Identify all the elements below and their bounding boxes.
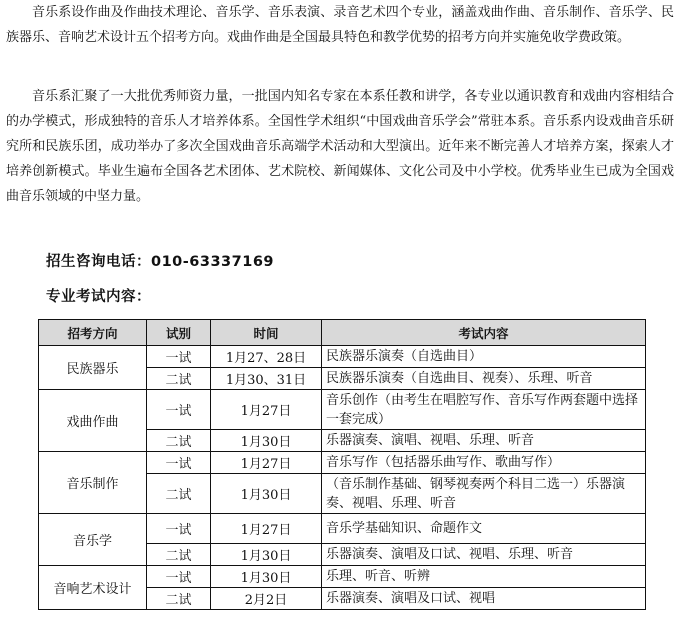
time-cell: 1月30日 [211,430,322,452]
time-cell: 1月27日 [211,390,322,430]
content-cell: 音乐学基础知识、命题作文 [322,514,646,544]
time-cell: 1月30日 [211,474,322,514]
table-row [39,514,646,544]
table-row [39,346,646,368]
round-cell: 二试 [147,544,211,566]
direction-cell: 音乐制作 [39,452,147,514]
content-cell: 音乐创作（由考生在唱腔写作、音乐写作两套题中选择一套完成） [322,390,646,430]
time-cell: 1月30日 [211,566,322,588]
intro-paragraph-1: 音乐系设作曲及作曲技术理论、音乐学、音乐表演、录音艺术四个专业，涵盖戏曲作曲、音乐制作、音乐学、民族器乐、音响艺术设计五个招考方向。戏曲作曲是全国最具特色和教学优势的招考方向并实施免收学费政策。 [6,5,674,45]
content-cell: 民族器乐演奏（自选曲目、视奏）、乐理、听音 [322,368,646,390]
header-round: 试别 [147,320,211,346]
content-cell: 民族器乐演奏（自选曲目） [322,346,646,368]
round-cell: 一试 [147,390,211,430]
header-content: 考试内容 [322,320,646,346]
content-cell: 乐器演奏、演唱及口试、视唱 [322,588,646,610]
round-cell: 二试 [147,430,211,452]
time-cell: 1月30、31日 [211,368,322,390]
time-cell: 1月27日 [211,514,322,544]
table-row [39,452,646,474]
round-cell: 一试 [147,346,211,368]
direction-cell: 民族器乐 [39,346,147,390]
time-cell: 1月27、28日 [211,346,322,368]
direction-cell: 音乐学 [39,514,147,566]
time-cell: 1月30日 [211,544,322,566]
content-cell: 乐器演奏、演唱、视唱、乐理、听音 [322,430,646,452]
round-cell: 一试 [147,566,211,588]
header-time: 时间 [211,320,322,346]
content-cell: 音乐写作（包括器乐曲写作、歌曲写作） [322,452,646,474]
direction-cell: 音响艺术设计 [39,566,147,610]
content-cell: 乐器演奏、演唱及口试、视唱、乐理、听音 [322,544,646,566]
round-cell: 二试 [147,474,211,514]
round-cell: 二试 [147,368,211,390]
intro-paragraph-2: 音乐系汇聚了一大批优秀师资力量，一批国内知名专家在本系任教和讲学，各专业以通识教育和戏曲内容相结合的办学模式，形成独特的音乐人才培养体系。全国性学术组织“中国戏曲音乐学会”常驻本系。音乐系内设戏曲音乐研究所和民族乐团，成功举办了多次全国戏曲音乐高端学术活动和大型演出。近年来不断完善人才培养方案，探索人才培养创新模式。毕业生遍布全国各艺术团体、艺术院校、新闻媒体、文化公司及中小学校。优秀毕业生已成为全国戏曲音乐领域的中坚力量。 [6,89,674,204]
table-row [39,566,646,588]
time-cell: 1月27日 [211,452,322,474]
header-direction: 招考方向 [39,320,147,346]
round-cell: 一试 [147,452,211,474]
round-cell: 二试 [147,588,211,610]
content-cell: （音乐制作基础、钢琴视奏两个科目二选一）乐器演奏、视唱、乐理、听音 [322,474,646,514]
direction-cell: 戏曲作曲 [39,390,147,452]
exam-content-heading: 专业考试内容： [46,289,151,305]
table-row [39,390,646,430]
content-cell: 乐理、听音、听辨 [322,566,646,588]
round-cell: 一试 [147,514,211,544]
table-header-row [39,320,646,346]
exam-schedule-table [38,319,646,610]
admission-phone-heading: 招生咨询电话：010-63337169 [46,254,274,270]
time-cell: 2月2日 [211,588,322,610]
